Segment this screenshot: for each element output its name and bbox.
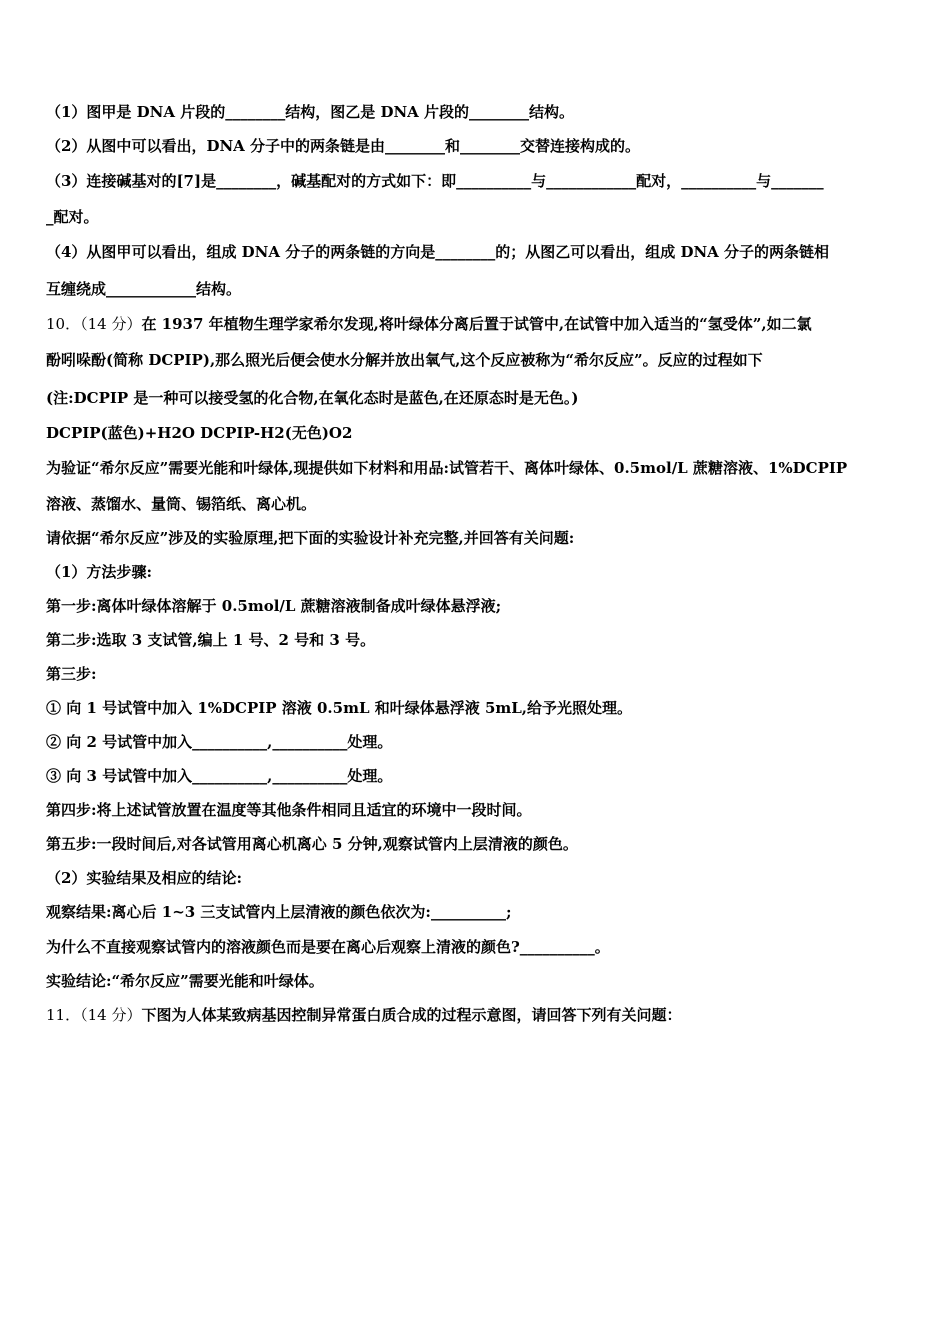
q10-intro-text: 在 1937 年植物生理学家希尔发现,将叶绿体分离后置于试管中,在试管中加入适当的“氢受体”,如二氯 bbox=[141, 315, 812, 333]
q10-note: (注:DCPIP 是一种可以接受氢的化合物,在氧化态时是蓝色,在还原态时是无色。) bbox=[46, 389, 579, 407]
q11-intro bbox=[46, 1005, 908, 1025]
q10-number: 10．（14 分） bbox=[46, 315, 142, 333]
q10-intro bbox=[46, 314, 908, 334]
q10-observation: 观察结果:离心后 1~3 三支试管内上层清液的颜色依次为:__________; bbox=[46, 903, 512, 921]
q10-step3-item1: ① 向 1 号试管中加入 1%DCPIP 溶液 0.5mL 和叶绿体悬浮液 5mL,给予光照处理。 bbox=[46, 699, 633, 717]
q9-part1: （1）图甲是 DNA 片段的________结构，图乙是 DNA 片段的________结构。 bbox=[46, 103, 575, 121]
q10-step2: 第二步:选取 3 支试管,编上 1 号、2 号和 3 号。 bbox=[46, 631, 376, 649]
q10-step3: 第三步: bbox=[46, 665, 97, 683]
q10-equation: DCPIP(蓝色)+H2O DCPIP-H2(无色)O2 bbox=[46, 424, 353, 442]
q10-step3-item3: ③ 向 3 号试管中加入__________,__________处理。 bbox=[46, 767, 393, 785]
q9-part2: （2）从图中可以看出，DNA 分子中的两条链是由________和________交替连接构成的。 bbox=[46, 137, 641, 155]
q9-part4: （4）从图甲可以看出，组成 DNA 分子的两条链的方向是________的；从图乙可以看出，组成 DNA 分子的两条链相 bbox=[46, 243, 830, 261]
q10-part2-heading: （2）实验结果及相应的结论: bbox=[46, 869, 242, 887]
q10-step1: 第一步:离体叶绿体溶解于 0.5mol/L 蔗糖溶液制备成叶绿体悬浮液; bbox=[46, 597, 502, 615]
q10-intro-cont: 酚吲哚酚(简称 DCPIP),那么照光后便会使水分解并放出氧气,这个反应被称为“希尔反应”。反应的过程如下 bbox=[46, 351, 763, 369]
q10-part1-heading: （1）方法步骤: bbox=[46, 563, 152, 581]
q11-number: 11．（14 分） bbox=[46, 1006, 142, 1024]
q9-part3-cont: _配对。 bbox=[46, 208, 99, 226]
q10-step3-item2: ② 向 2 号试管中加入__________,__________处理。 bbox=[46, 733, 393, 751]
q10-instruction: 请依据“希尔反应”涉及的实验原理,把下面的实验设计补充完整,并回答有关问题: bbox=[46, 529, 575, 547]
q10-why: 为什么不直接观察试管内的溶液颜色而是要在离心后观察上清液的颜色?__________。 bbox=[46, 938, 610, 956]
q10-step4: 第四步:将上述试管放置在温度等其他条件相同且适宜的环境中一段时间。 bbox=[46, 801, 532, 819]
q11-intro-text: 下图为人体某致病基因控制异常蛋白质合成的过程示意图，请回答下列有关问题： bbox=[141, 1006, 682, 1024]
q10-conclusion: 实验结论:“希尔反应”需要光能和叶绿体。 bbox=[46, 972, 324, 990]
q10-step5: 第五步:一段时间后,对各试管用离心机离心 5 分钟,观察试管内上层清液的颜色。 bbox=[46, 835, 578, 853]
q10-materials: 为验证“希尔反应”需要光能和叶绿体,现提供如下材料和用品:试管若干、离体叶绿体、0.5mol/L 蔗糖溶液、1%DCPIP bbox=[46, 459, 848, 477]
q9-part4-cont: 互缠绕成____________结构。 bbox=[46, 280, 242, 298]
q9-part3: （3）连接碱基对的[7]是________，碱基配对的方式如下：即__________与____________配对，__________与_______ bbox=[46, 172, 824, 190]
q10-materials-cont: 溶液、蒸馏水、量筒、锡箔纸、离心机。 bbox=[46, 495, 317, 513]
